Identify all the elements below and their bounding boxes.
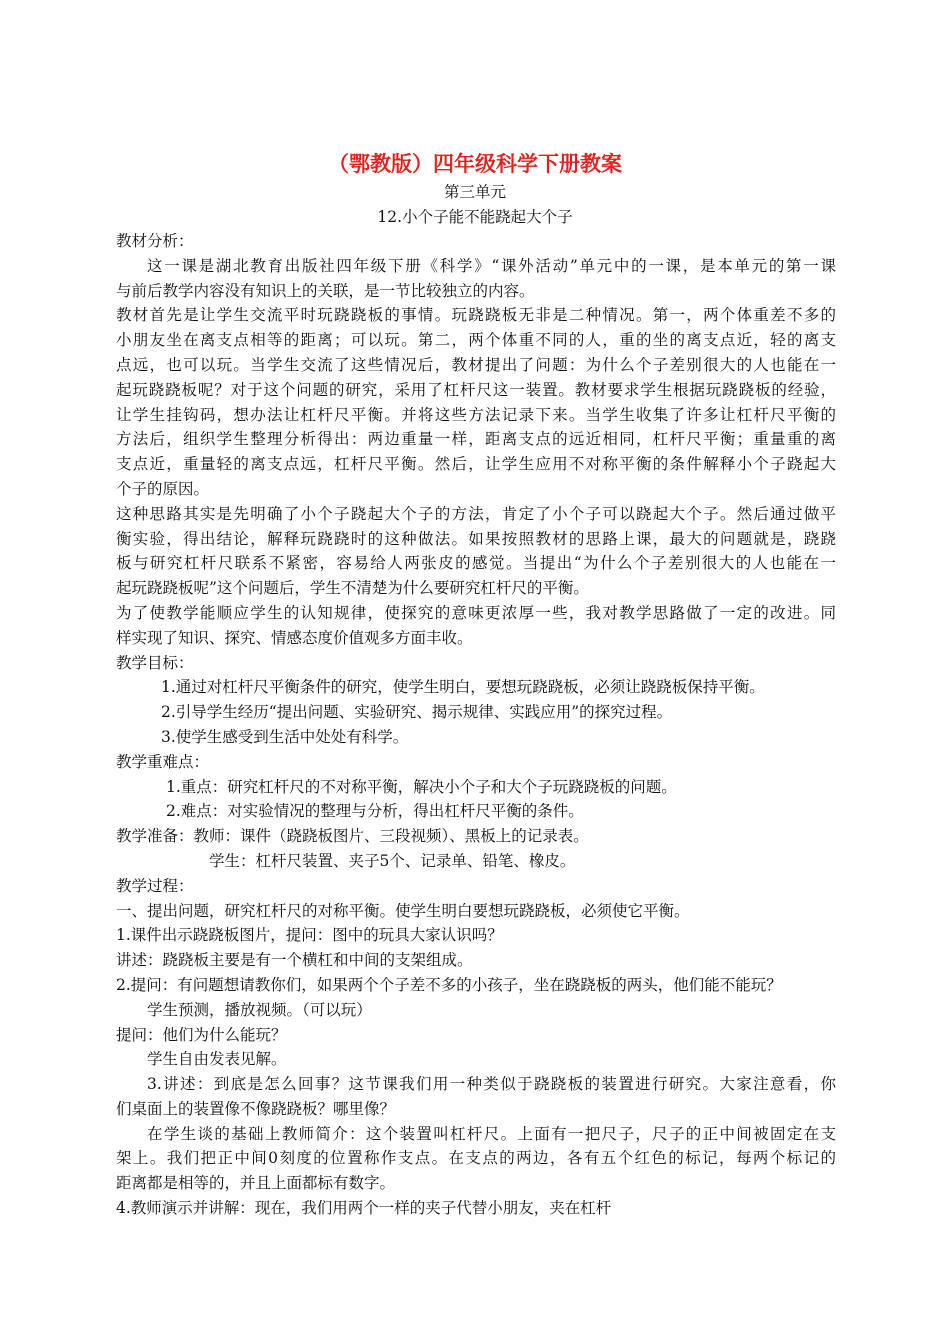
text-line: 教学重难点： xyxy=(116,752,210,771)
text-line: 衡实验，得出结论，解释玩跷跷时的这种做法。如果按照教材的思路上课，最大的问题就是，跷跷 xyxy=(116,529,836,548)
text-line: 3.使学生感受到生活中处处有科学。 xyxy=(161,727,409,746)
text-line: 距离都是相等的，并且上面都标有数字。 xyxy=(116,1174,396,1193)
text-line: 2.引导学生经历“提出问题、实验研究、揭示规律、实践应用”的探究过程。 xyxy=(161,703,673,722)
text-line: 2.难点：对实验情况的整理与分析，得出杠杆尺平衡的条件。 xyxy=(166,802,584,821)
text-line: 架上。我们把正中间0刻度的位置称作支点。在支点的两边，各有五个红色的标记，每两个标记的 xyxy=(116,1149,836,1168)
unit-heading: 第三单元 xyxy=(443,183,506,201)
text-line: 在学生谈的基础上教师简介：这个装置叫杠杆尺。上面有一把尺子，尺子的正中间被固定在支 xyxy=(147,1124,836,1143)
text-line: 为了使教学能顺应学生的认知规律，使探究的意味更浓厚一些，我对教学思路做了一定的改进。同 xyxy=(116,603,836,622)
text-line: 支点近，重量轻的离支点远，杠杆尺平衡。然后，让学生应用不对称平衡的条件解释小个子跷起大 xyxy=(116,455,836,474)
text-line: 教学目标： xyxy=(116,653,194,672)
text-line: 样实现了知识、探究、情感态度价值观多方面丰收。 xyxy=(116,628,473,647)
document-body xyxy=(116,229,836,1221)
text-line: 个子的原因。 xyxy=(116,479,210,498)
document-title: （鄂教版）四年级科学下册教案 xyxy=(328,152,622,176)
text-line: 学生：杠杆尺装置、夹子5个、记录单、铅笔、橡皮。 xyxy=(209,851,576,870)
text-line: 提问：他们为什么能玩？ xyxy=(116,1025,287,1044)
text-line: 学生预测，播放视频。（可以玩） xyxy=(147,1000,372,1019)
text-line: 教材首先是让学生交流平时玩跷跷板的事情。玩跷跷板无非是二种情况。第一，两个体重差不多的 xyxy=(116,306,836,325)
text-line: 这种思路其实是先明确了小个子跷起大个子的方法，肯定了小个子可以跷起大个子。然后通过做平 xyxy=(116,504,836,523)
text-line: 教学过程： xyxy=(116,876,194,895)
text-line: 2.提问：有问题想请教你们，如果两个个子差不多的小孩子，坐在跷跷板的两头，他们能不能玩？ xyxy=(116,975,782,994)
text-line: 1.重点：研究杠杆尺的不对称平衡，解决小个子和大个子玩跷跷板的问题。 xyxy=(166,777,677,796)
text-line: 4.教师演示并讲解：现在，我们用两个一样的夹子代替小朋友，夹在杠杆 xyxy=(116,1199,612,1218)
text-line: 起玩跷跷板呢”这个问题后，学生不清楚为什么要研究杠杆尺的平衡。 xyxy=(116,579,589,598)
text-line: 3.讲述：到底是怎么回事？这节课我们用一种类似于跷跷板的装置进行研究。大家注意看，你 xyxy=(147,1075,836,1094)
text-line: 1.课件出示跷跷板图片，提问：图中的玩具大家认识吗？ xyxy=(116,926,503,945)
text-line: 学生自由发表见解。 xyxy=(147,1050,287,1069)
text-line: 板与研究杠杆尺联系不紧密，容易给人两张皮的感觉。当提出“为什么个子差别很大的人也能在一 xyxy=(116,554,836,573)
text-line: 教学准备：教师：课件（跷跷板图片、三段视频）、黑板上的记录表。 xyxy=(116,827,589,846)
text-line: 们桌面上的装置像不像跷跷板？哪里像？ xyxy=(116,1099,396,1118)
text-line: 教材分析： xyxy=(116,232,194,250)
text-line: 让学生挂钩码，想办法让杠杆尺平衡。并将这些方法记录下来。当学生收集了许多让杠杆尺平衡的 xyxy=(116,405,836,424)
text-line: 点远，也可以玩。当学生交流了这些情况后，教材提出了问题：为什么个子差别很大的人也能在一 xyxy=(116,355,836,374)
text-line: 1.通过对杠杆尺平衡条件的研究，使学生明白，要想玩跷跷板，必须让跷跷板保持平衡。 xyxy=(161,678,765,697)
text-line: 起玩跷跷板呢？对于这个问题的研究，采用了杠杆尺这一装置。教材要求学生根据玩跷跷板的经验， xyxy=(116,380,836,399)
text-line: 与前后教学内容没有知识上的关联，是一节比较独立的内容。 xyxy=(116,281,535,300)
text-line: 方法后，组织学生整理分析得出：两边重量一样，距离支点的远近相同，杠杆尺平衡；重量重的离 xyxy=(116,430,836,449)
lesson-heading: 12.小个子能不能跷起大个子 xyxy=(377,208,573,226)
text-line: 一、提出问题，研究杠杆尺的对称平衡。使学生明白要想玩跷跷板，必须使它平衡。 xyxy=(116,901,690,920)
text-line: 这一课是湖北教育出版社四年级下册《科学》“课外活动”单元中的一课，是本单元的第一课 xyxy=(147,256,836,275)
text-line: 讲述：跷跷板主要是有一个横杠和中间的支架组成。 xyxy=(116,951,473,970)
text-line: 小朋友坐在离支点相等的距离；可以玩。第二，两个体重不同的人，重的坐的离支点近，轻的离支 xyxy=(116,331,836,350)
